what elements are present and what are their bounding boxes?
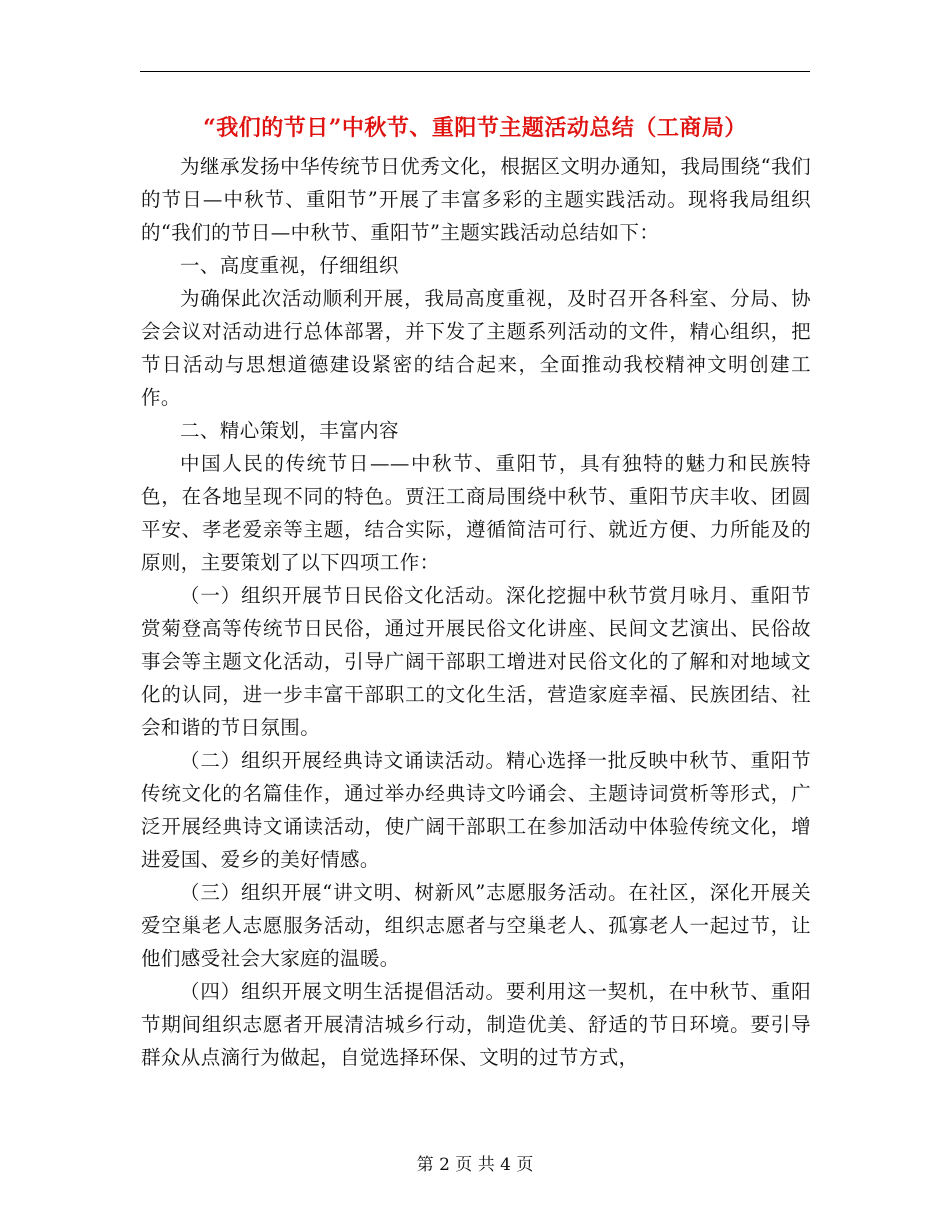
page-number-footer: 第 2 页 共 4 页 bbox=[416, 1155, 534, 1175]
paragraph-section-2: 中国人民的传统节日——中秋节、重阳节，具有独特的魅力和民族特色，在各地呈现不同的特色。贾汪工商局围绕中秋节、重阳节庆丰收、团圆平安、孝老爱亲等主题，结合实际，遵循简洁可行、就近方便、力所能及的原则，主要策划了以下四项工作： bbox=[141, 452, 811, 574]
header-rule bbox=[140, 71, 810, 72]
document-body bbox=[141, 150, 811, 1074]
section-heading-2: 二、精心策划，丰富内容 bbox=[180, 419, 399, 442]
paragraph-item-2: （二）组织开展经典诗文诵读活动。精心选择一批反映中秋节、重阳节传统文化的名篇佳作，通过举办经典诗文吟诵会、主题诗词赏析等形式，广泛开展经典诗文诵读活动，使广阔干部职工在参加活动中体验传统文化，增进爱国、爱乡的美好情感。 bbox=[141, 749, 811, 871]
document-title: “我们的节日”中秋节、重阳节主题活动总结（工商局） bbox=[203, 115, 747, 141]
section-heading-1: 一、高度重视，仔细组织 bbox=[180, 254, 399, 277]
paragraph-item-1: （一）组织开展节日民俗文化活动。深化挖掘中秋节赏月咏月、重阳节赏菊登高等传统节日民俗，通过开展民俗文化讲座、民间文艺演出、民俗故事会等主题文化活动，引导广阔干部职工增进对民俗文化的了解和对地域文化的认同，进一步丰富干部职工的文化生活，营造家庭幸福、民族团结、社会和谐的节日氛围。 bbox=[141, 584, 811, 739]
paragraph-section-1: 为确保此次活动顺利开展，我局高度重视，及时召开各科室、分局、协会会议对活动进行总体部署，并下发了主题系列活动的文件，精心组织，把节日活动与思想道德建设紧密的结合起来，全面推动我校精神文明创建工作。 bbox=[141, 287, 811, 409]
paragraph-item-4: （四）组织开展文明生活提倡活动。要利用这一契机，在中秋节、重阳节期间组织志愿者开展清洁城乡行动，制造优美、舒适的节日环境。要引导群众从点滴行为做起，自觉选择环保、文明的过节方式， bbox=[141, 980, 811, 1069]
paragraph-item-3: （三）组织开展“讲文明、树新风”志愿服务活动。在社区，深化开展关爱空巢老人志愿服务活动，组织志愿者与空巢老人、孤寡老人一起过节，让他们感受社会大家庭的温暖。 bbox=[141, 881, 811, 970]
paragraph-intro: 为继承发扬中华传统节日优秀文化，根据区文明办通知，我局围绕“我们的节日—中秋节、重阳节”开展了丰富多彩的主题实践活动。现将我局组织的“我们的节日—中秋节、重阳节”主题实践活动总结如下： bbox=[141, 155, 811, 244]
